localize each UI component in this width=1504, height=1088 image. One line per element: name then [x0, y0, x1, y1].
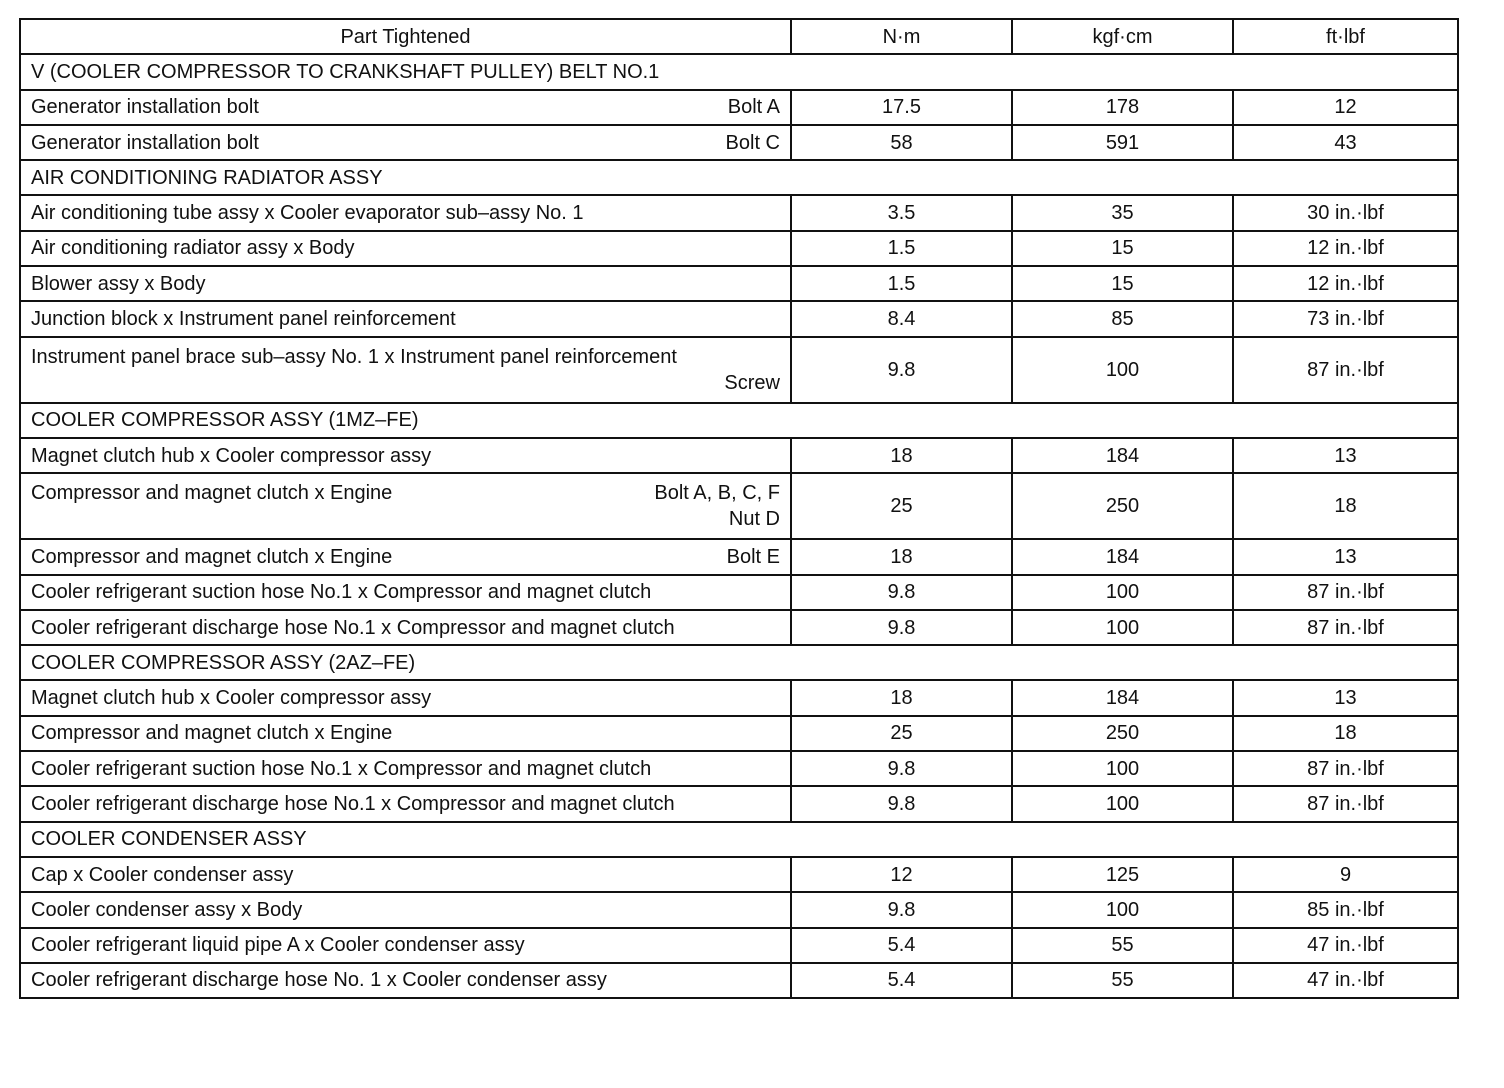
ftlbf-value: 87 in.·lbf	[1233, 751, 1458, 786]
fastener-label: Bolt A	[727, 96, 780, 119]
ftlbf-value: 13	[1233, 539, 1458, 574]
kgfcm-value: 591	[1012, 125, 1233, 160]
table-row	[20, 928, 1458, 963]
part-label: Generator installation bolt	[31, 131, 259, 154]
section-row	[20, 54, 1458, 89]
section-title: COOLER CONDENSER ASSY	[20, 822, 1458, 857]
kgfcm-value: 100	[1012, 575, 1233, 610]
ftlbf-value: 12 in.·lbf	[1233, 231, 1458, 266]
kgfcm-value: 100	[1012, 786, 1233, 821]
nm-value: 3.5	[791, 195, 1012, 230]
table-row	[20, 266, 1458, 301]
nm-value: 1.5	[791, 231, 1012, 266]
part-cell: Blower assy x Body	[20, 266, 791, 301]
ftlbf-value: 18	[1233, 473, 1458, 539]
table-row	[20, 539, 1458, 574]
ftlbf-value: 13	[1233, 438, 1458, 473]
fastener-label: Screw	[724, 371, 780, 394]
part-label: Compressor and magnet clutch x Engine	[31, 545, 393, 568]
nm-value: 18	[791, 680, 1012, 715]
nm-value: 25	[791, 716, 1012, 751]
ftlbf-value: 12 in.·lbf	[1233, 266, 1458, 301]
ftlbf-value: 12	[1233, 90, 1458, 125]
part-label: Generator installation bolt	[31, 96, 259, 119]
kgfcm-value: 100	[1012, 610, 1233, 645]
part-cell	[20, 125, 791, 160]
table-row	[20, 857, 1458, 892]
kgfcm-value: 85	[1012, 301, 1233, 336]
part-cell	[20, 90, 791, 125]
part-cell: Magnet clutch hub x Cooler compressor assy	[20, 680, 791, 715]
section-row	[20, 822, 1458, 857]
part-cell: Air conditioning radiator assy x Body	[20, 231, 791, 266]
header-row	[20, 19, 1458, 54]
kgfcm-value: 100	[1012, 751, 1233, 786]
table-row	[20, 751, 1458, 786]
kgfcm-value: 15	[1012, 231, 1233, 266]
table-row	[20, 575, 1458, 610]
ftlbf-value: 87 in.·lbf	[1233, 575, 1458, 610]
table-row	[20, 610, 1458, 645]
part-cell: Cooler condenser assy x Body	[20, 892, 791, 927]
part-label: Instrument panel brace sub–assy No. 1 x Instrument panel reinforcement	[31, 345, 677, 368]
part-cell: Cooler refrigerant discharge hose No.1 x Compressor and magnet clutch	[20, 786, 791, 821]
table-row	[20, 301, 1458, 336]
nm-value: 17.5	[791, 90, 1012, 125]
nm-value: 8.4	[791, 301, 1012, 336]
kgfcm-value: 178	[1012, 90, 1233, 125]
kgfcm-value: 100	[1012, 892, 1233, 927]
kgfcm-value: 55	[1012, 928, 1233, 963]
nm-value: 5.4	[791, 963, 1012, 998]
nm-value: 9.8	[791, 892, 1012, 927]
ftlbf-value: 47 in.·lbf	[1233, 928, 1458, 963]
fastener-label: Bolt E	[726, 545, 780, 568]
table-row	[20, 473, 1458, 539]
table-row	[20, 438, 1458, 473]
ftlbf-value: 13	[1233, 680, 1458, 715]
kgfcm-value: 250	[1012, 473, 1233, 539]
ftlbf-value: 43	[1233, 125, 1458, 160]
part-cell: Cooler refrigerant suction hose No.1 x Compressor and magnet clutch	[20, 575, 791, 610]
part-cell: Cooler refrigerant discharge hose No. 1 x Cooler condenser assy	[20, 963, 791, 998]
table-row	[20, 680, 1458, 715]
kgfcm-value: 55	[1012, 963, 1233, 998]
ftlbf-value: 18	[1233, 716, 1458, 751]
nm-value: 12	[791, 857, 1012, 892]
fastener-label: Nut D	[728, 508, 780, 531]
part-cell: Magnet clutch hub x Cooler compressor assy	[20, 438, 791, 473]
section-title: COOLER COMPRESSOR ASSY (1MZ–FE)	[20, 403, 1458, 438]
header-nm: N·m	[791, 19, 1012, 54]
section-title: COOLER COMPRESSOR ASSY (2AZ–FE)	[20, 645, 1458, 680]
part-cell	[20, 337, 791, 403]
part-cell: Air conditioning tube assy x Cooler evaporator sub–assy No. 1	[20, 195, 791, 230]
header-part-tightened: Part Tightened	[20, 19, 791, 54]
section-row	[20, 160, 1458, 195]
part-cell	[20, 539, 791, 574]
table-row	[20, 716, 1458, 751]
kgfcm-value: 15	[1012, 266, 1233, 301]
kgfcm-value: 184	[1012, 438, 1233, 473]
ftlbf-value: 9	[1233, 857, 1458, 892]
section-title: V (COOLER COMPRESSOR TO CRANKSHAFT PULLEY) BELT NO.1	[20, 54, 1458, 89]
fastener-label: Bolt A, B, C, F	[654, 482, 780, 505]
table-row	[20, 231, 1458, 266]
section-row	[20, 645, 1458, 680]
ftlbf-value: 87 in.·lbf	[1233, 337, 1458, 403]
part-cell: Cap x Cooler condenser assy	[20, 857, 791, 892]
part-cell	[20, 473, 791, 539]
kgfcm-value: 250	[1012, 716, 1233, 751]
table-row	[20, 892, 1458, 927]
torque-spec-table	[19, 18, 1459, 999]
kgfcm-value: 100	[1012, 337, 1233, 403]
kgfcm-value: 125	[1012, 857, 1233, 892]
ftlbf-value: 47 in.·lbf	[1233, 963, 1458, 998]
part-cell: Cooler refrigerant liquid pipe A x Cooler condenser assy	[20, 928, 791, 963]
table-row	[20, 786, 1458, 821]
header-ftlbf: ft·lbf	[1233, 19, 1458, 54]
nm-value: 9.8	[791, 610, 1012, 645]
fastener-label: Bolt C	[725, 131, 780, 154]
table-row	[20, 125, 1458, 160]
table-row	[20, 195, 1458, 230]
header-kgfcm: kgf·cm	[1012, 19, 1233, 54]
nm-value: 18	[791, 438, 1012, 473]
table-row	[20, 963, 1458, 998]
ftlbf-value: 87 in.·lbf	[1233, 786, 1458, 821]
fastener-label-group	[654, 480, 780, 532]
nm-value: 9.8	[791, 786, 1012, 821]
part-label: Compressor and magnet clutch x Engine	[31, 482, 393, 505]
nm-value: 1.5	[791, 266, 1012, 301]
part-cell: Compressor and magnet clutch x Engine	[20, 716, 791, 751]
nm-value: 5.4	[791, 928, 1012, 963]
nm-value: 25	[791, 473, 1012, 539]
table-row	[20, 337, 1458, 403]
kgfcm-value: 184	[1012, 680, 1233, 715]
nm-value: 18	[791, 539, 1012, 574]
nm-value: 58	[791, 125, 1012, 160]
part-cell: Junction block x Instrument panel reinforcement	[20, 301, 791, 336]
nm-value: 9.8	[791, 337, 1012, 403]
ftlbf-value: 87 in.·lbf	[1233, 610, 1458, 645]
section-title: AIR CONDITIONING RADIATOR ASSY	[20, 160, 1458, 195]
kgfcm-value: 35	[1012, 195, 1233, 230]
kgfcm-value: 184	[1012, 539, 1233, 574]
ftlbf-value: 73 in.·lbf	[1233, 301, 1458, 336]
nm-value: 9.8	[791, 575, 1012, 610]
part-cell: Cooler refrigerant discharge hose No.1 x Compressor and magnet clutch	[20, 610, 791, 645]
table-row	[20, 90, 1458, 125]
part-cell: Cooler refrigerant suction hose No.1 x Compressor and magnet clutch	[20, 751, 791, 786]
ftlbf-value: 85 in.·lbf	[1233, 892, 1458, 927]
nm-value: 9.8	[791, 751, 1012, 786]
ftlbf-value: 30 in.·lbf	[1233, 195, 1458, 230]
section-row	[20, 403, 1458, 438]
